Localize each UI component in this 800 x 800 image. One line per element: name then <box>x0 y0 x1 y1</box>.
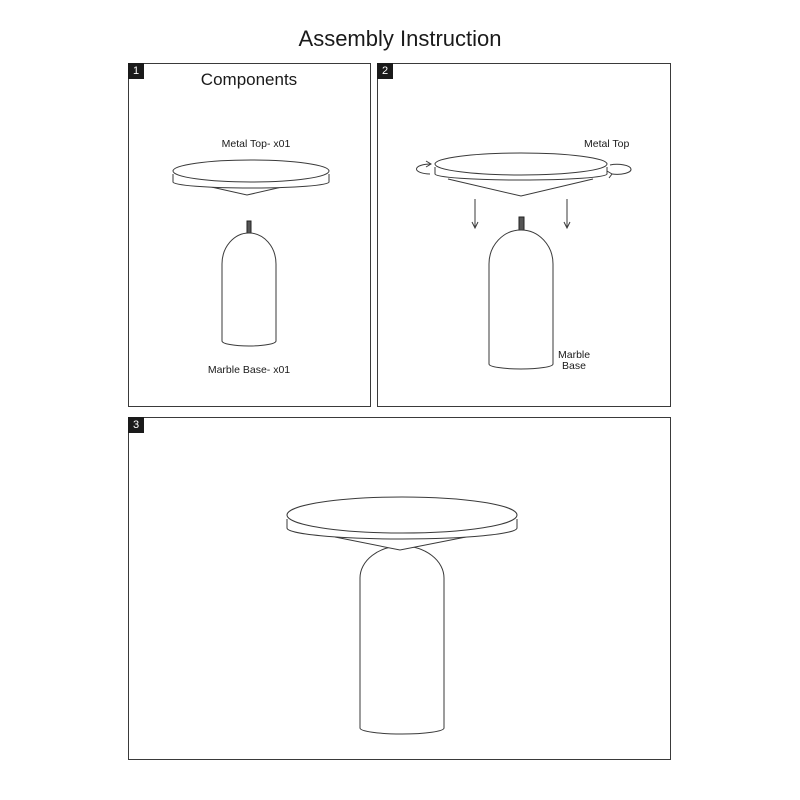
assembled-table-illustration <box>287 497 517 734</box>
metal-top-illustration-2 <box>435 153 607 196</box>
marble-base-label: Marble Base- x01 <box>207 364 291 376</box>
metal-top-label: Metal Top- x01 <box>221 138 291 150</box>
step-3-drawing <box>129 418 672 761</box>
marble-base-label-line2: Base <box>562 360 586 372</box>
marble-base-illustration <box>222 221 276 346</box>
components-heading: Components <box>200 70 298 89</box>
step-3-number: 3 <box>128 417 144 433</box>
rotate-right-arrow-icon <box>607 164 631 178</box>
marble-base-label-line1: Marble <box>558 349 591 361</box>
metal-top-label-2: Metal Top <box>584 138 630 150</box>
marble-base-illustration-2 <box>489 217 553 369</box>
step-1-drawing <box>129 64 372 408</box>
step-3-panel <box>128 417 671 760</box>
step-1-panel <box>128 63 371 407</box>
rotate-left-arrow-icon <box>416 161 431 174</box>
step-2-number: 2 <box>377 63 393 79</box>
step-1-number: 1 <box>128 63 144 79</box>
metal-top-illustration <box>173 160 329 195</box>
step-2-drawing <box>378 64 672 408</box>
page-title: Assembly Instruction <box>298 26 502 51</box>
step-2-panel <box>377 63 671 407</box>
